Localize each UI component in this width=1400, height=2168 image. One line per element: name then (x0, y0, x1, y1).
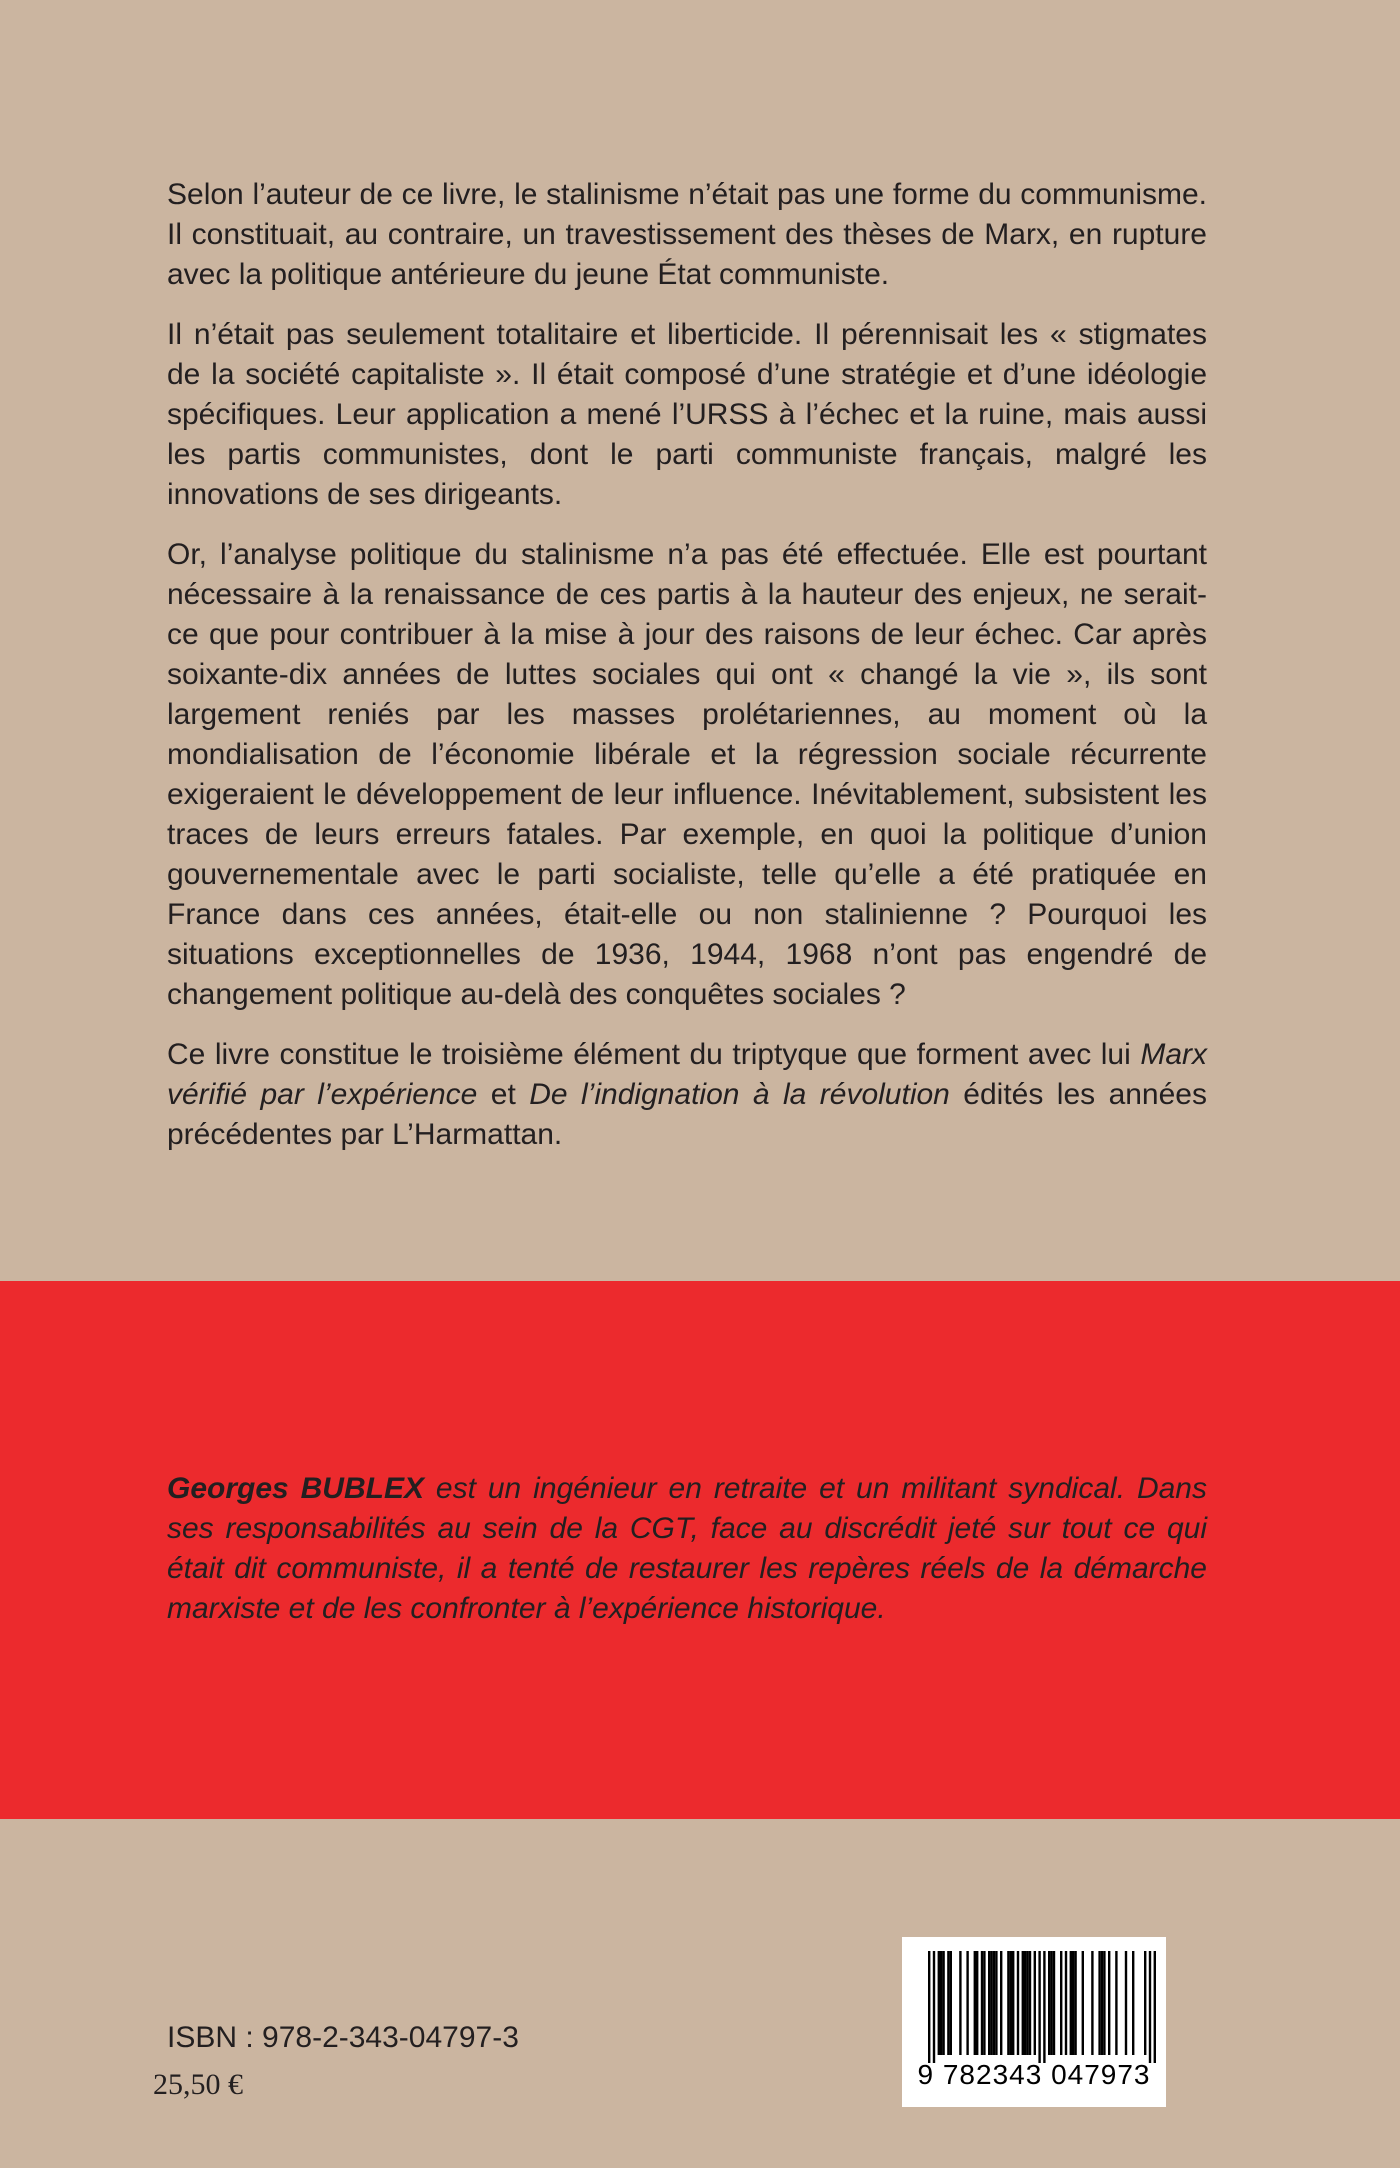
barcode-bar (1103, 1951, 1105, 2055)
barcode-bar (981, 1951, 983, 2055)
blurb-p4-text-c: édités les années précédentes par L’Harmattan. (167, 1078, 1207, 1151)
blurb-paragraph-3: Or, l’analyse politique du stalinisme n’a pas été effectuée. Elle est pourtant nécessaire à la renaissance de ces partis à la hauteur des enjeux, ne serait-ce que pour contribuer à la mise à jour des raisons de leur échec. Car après soixante-dix années de luttes sociales qui ont « changé la vie », ils sont largement reniés par les masses prolétariennes, au moment où la mondialisation de l’économie libérale et la régression sociale récurrente exigeraient le développement de leur influence. Inévitablement, subsistent les traces de leurs erreurs fatales. Par exemple, en quoi la politique d’union gouvernementale avec le parti socialiste, telle qu’elle a été pratiquée en France dans ces années, était-elle ou non stalinienne ? Pourquoi les situations exceptionnelles de 1936, 1944, 1968 n’ont pas engendré de changement politique au-delà des conquêtes sociales ? (167, 538, 1207, 1011)
barcode-bar (1007, 1951, 1009, 2055)
barcode-bar (950, 1951, 952, 2055)
isbn: ISBN : 978-2-343-04797-3 (167, 2021, 519, 2054)
barcode-bar (988, 1951, 990, 2055)
barcode-bar (1026, 1951, 1028, 2055)
author-bio-text: est un ingénieur en retraite et un militant syndical. Dans ses responsabilités au sein de la CGT, face au discrédit jeté sur tout ce qui était dit communiste, il a tenté de restaurer les repères réels de la démarche marxiste et de les confronter à l’expérience historique. (167, 1472, 1207, 1625)
barcode-bar (974, 1951, 976, 2055)
barcode-bar (959, 1951, 961, 2055)
barcode-bar (1091, 1951, 1093, 2055)
blurb-paragraph-1: Selon l’auteur de ce livre, le stalinisme n’était pas une forme du communisme. Il constituait, au contraire, un travestissement des thèses de Marx, en rupture avec la politique antérieure du jeune État communiste. (167, 178, 1207, 291)
barcode-digits: 9 782343 047973 (917, 2059, 1151, 2090)
barcode-bar (1108, 1951, 1110, 2055)
barcode-bar (1144, 1951, 1146, 2055)
barcode-bar (1022, 1951, 1024, 2055)
barcode-bar (976, 1951, 978, 2055)
blurb-paragraph-4 (167, 1035, 1207, 1155)
barcode-bar (1053, 1951, 1055, 2055)
barcode-bar (1010, 1951, 1012, 2055)
back-cover-blurb (167, 175, 1207, 1175)
blurb-p4-text-a: Ce livre constitue le troisième élément du triptyque que forment avec lui (167, 1038, 1141, 1071)
barcode-bar (947, 1951, 949, 2055)
barcode-bar (1000, 1951, 1002, 2055)
barcode-bar (983, 1951, 985, 2055)
barcode-bar (1050, 1951, 1052, 2055)
barcode-bar (928, 1951, 930, 2063)
barcode-bar (1070, 1951, 1072, 2055)
barcode-bar (1060, 1951, 1062, 2055)
price: 25,50 € (153, 2068, 243, 2101)
barcode-bar (1038, 1951, 1040, 2063)
book-title-indignation: De l’indignation à la révolution (529, 1078, 950, 1111)
barcode-bar (1082, 1951, 1084, 2055)
barcode-bar (1012, 1951, 1014, 2055)
barcode-bar (933, 1951, 935, 2063)
barcode-bar (1132, 1951, 1134, 2055)
barcode-bar (1048, 1951, 1050, 2055)
barcode (902, 1937, 1166, 2107)
barcode-bar (995, 1951, 997, 2055)
barcode-bar (1154, 1951, 1156, 2063)
barcode-bar (1034, 1951, 1036, 2055)
barcode-bar (1017, 1951, 1019, 2055)
barcode-bar (990, 1951, 992, 2055)
blurb-p4-text-b: et (477, 1078, 530, 1111)
barcode-bar (966, 1951, 968, 2055)
author-bio (167, 1469, 1207, 1629)
barcode-bar (1065, 1951, 1067, 2055)
barcode-bar (1072, 1951, 1074, 2055)
blurb-paragraph-2: Il n’était pas seulement totalitaire et liberticide. Il pérennisait les « stigmates de la société capitaliste ». Il était composé d’une stratégie et d’une idéologie spécifiques. Leur application a mené l’URSS à l’échec et la ruine, mais aussi les partis communistes, dont le parti communiste français, malgré les innovations de ses dirigeants. (167, 318, 1207, 511)
barcode-bar (1125, 1951, 1127, 2055)
barcode-bar (940, 1951, 942, 2055)
barcode-bar (1043, 1951, 1045, 2063)
barcode-bar (1115, 1951, 1117, 2055)
book-title-marx: Marx vérifié par l’expérience (167, 1038, 1207, 1111)
barcode-bar (938, 1951, 940, 2055)
barcode-bar (1101, 1951, 1103, 2055)
barcode-bar (1029, 1951, 1031, 2055)
barcode-bar (942, 1951, 944, 2055)
barcode-bar (1074, 1951, 1076, 2055)
barcode-bar (1098, 1951, 1100, 2055)
author-name: Georges BUBLEX (167, 1472, 424, 1505)
barcode-bar (1149, 1951, 1151, 2063)
barcode-bar (1024, 1951, 1026, 2055)
barcode-bar (993, 1951, 995, 2055)
